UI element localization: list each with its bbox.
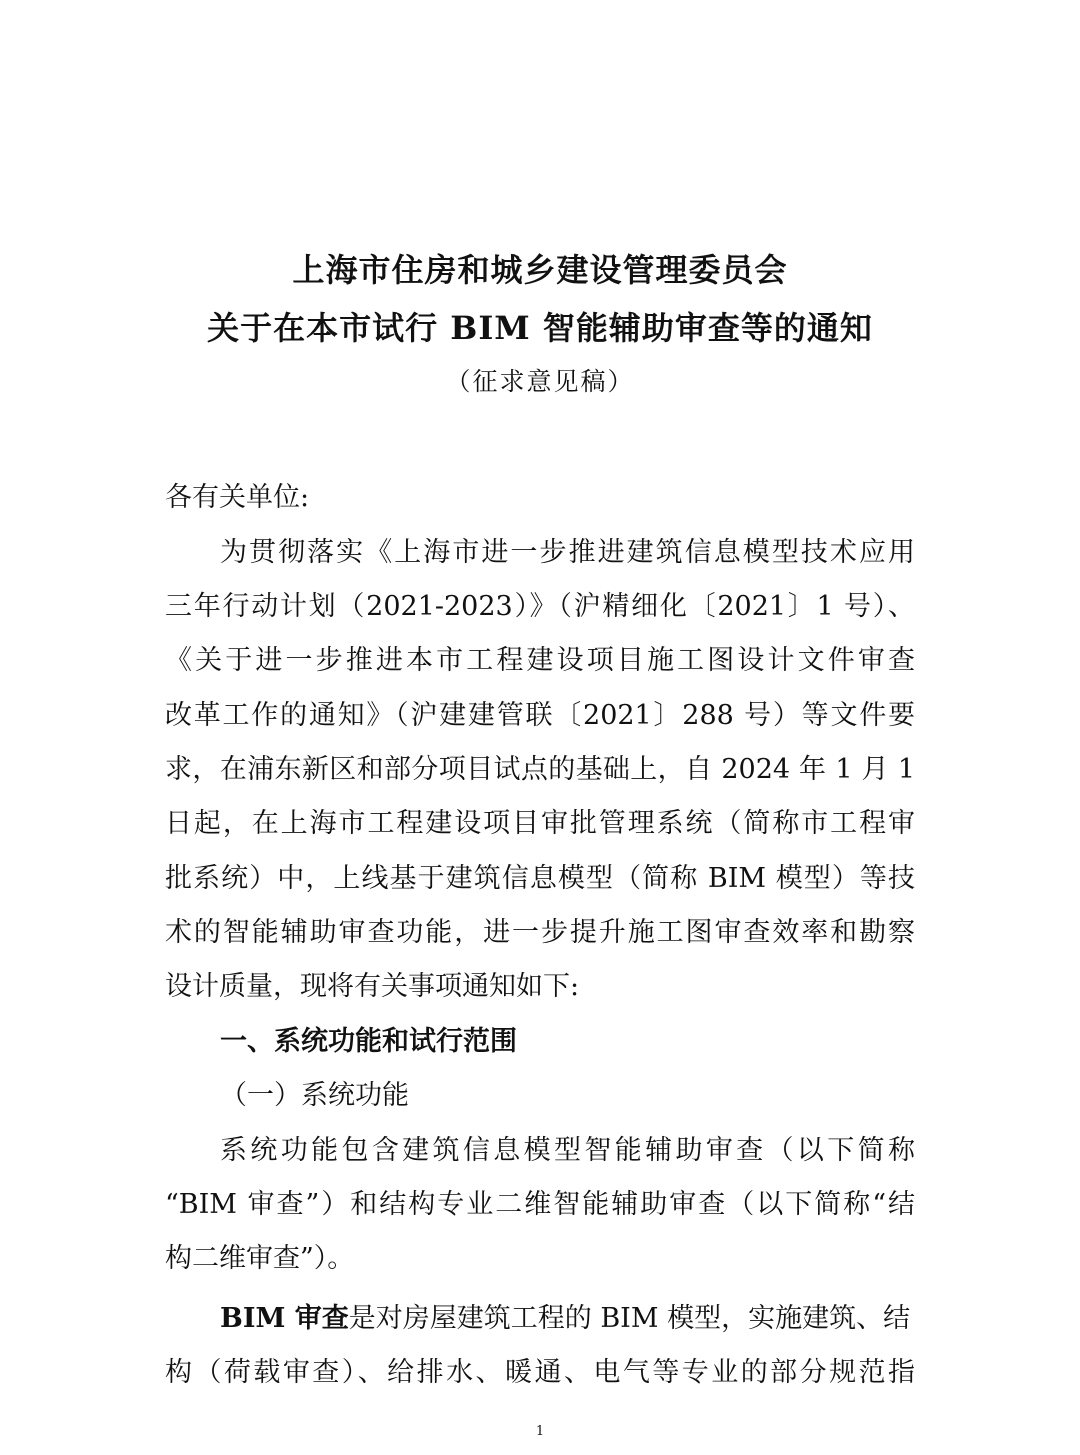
paragraph-1-line-2: 三年行动计划（2021-2023）》（沪精细化〔2021〕1 号）、 [165,591,915,622]
section-heading-2: （一）系统功能 [220,1080,409,1111]
document-title-line-2: 关于在本市试行 BIM 智能辅助审查等的通知 [207,309,873,347]
paragraph-1-line-7: 批系统）中，上线基于建筑信息模型（简称 BIM 模型）等技 [165,863,915,894]
paragraph-2-line-2: “BIM 审查”）和结构专业二维智能辅助审查（以下简称“结 [165,1189,915,1220]
document-title-line-1: 上海市住房和城乡建设管理委员会 [292,251,788,289]
paragraph-1-line-8: 术的智能辅助审查功能，进一步提升施工图审查效率和勘察 [165,917,915,948]
paragraph-3-line-2: 构（荷载审查）、给排水、暖通、电气等专业的部分规范指 [165,1357,915,1388]
paragraph-1-line-1: 为贯彻落实《上海市进一步推进建筑信息模型技术应用 [220,537,915,568]
paragraph-3-line-1 [220,1301,915,1337]
paragraph-1-line-5: 求，在浦东新区和部分项目试点的基础上，自 2024 年 1 月 1 [165,754,915,785]
bim-review-term: BIM 审查 [220,1303,349,1334]
paragraph-1-line-6: 日起，在上海市工程建设项目审批管理系统（简称市工程审 [165,808,915,839]
page-number: 1 [535,1424,545,1439]
paragraph-1-line-9: 设计质量，现将有关事项通知如下: [165,971,580,1002]
paragraph-1-line-4: 改革工作的通知》（沪建建管联〔2021〕288 号）等文件要 [165,700,915,731]
section-heading-1: 一、系统功能和试行范围 [220,1026,517,1057]
paragraph-3-line-1-text: 是对房屋建筑工程的 BIM 模型，实施建筑、结 [348,1303,911,1334]
document-subtitle: （征求意见稿） [445,367,635,396]
salutation: 各有关单位: [165,482,310,513]
paragraph-2-line-1: 系统功能包含建筑信息模型智能辅助审查（以下简称 [220,1135,915,1166]
paragraph-2-line-3: 构二维审查”）。 [165,1243,355,1274]
paragraph-1-line-3: 《关于进一步推进本市工程建设项目施工图设计文件审查 [165,645,915,676]
